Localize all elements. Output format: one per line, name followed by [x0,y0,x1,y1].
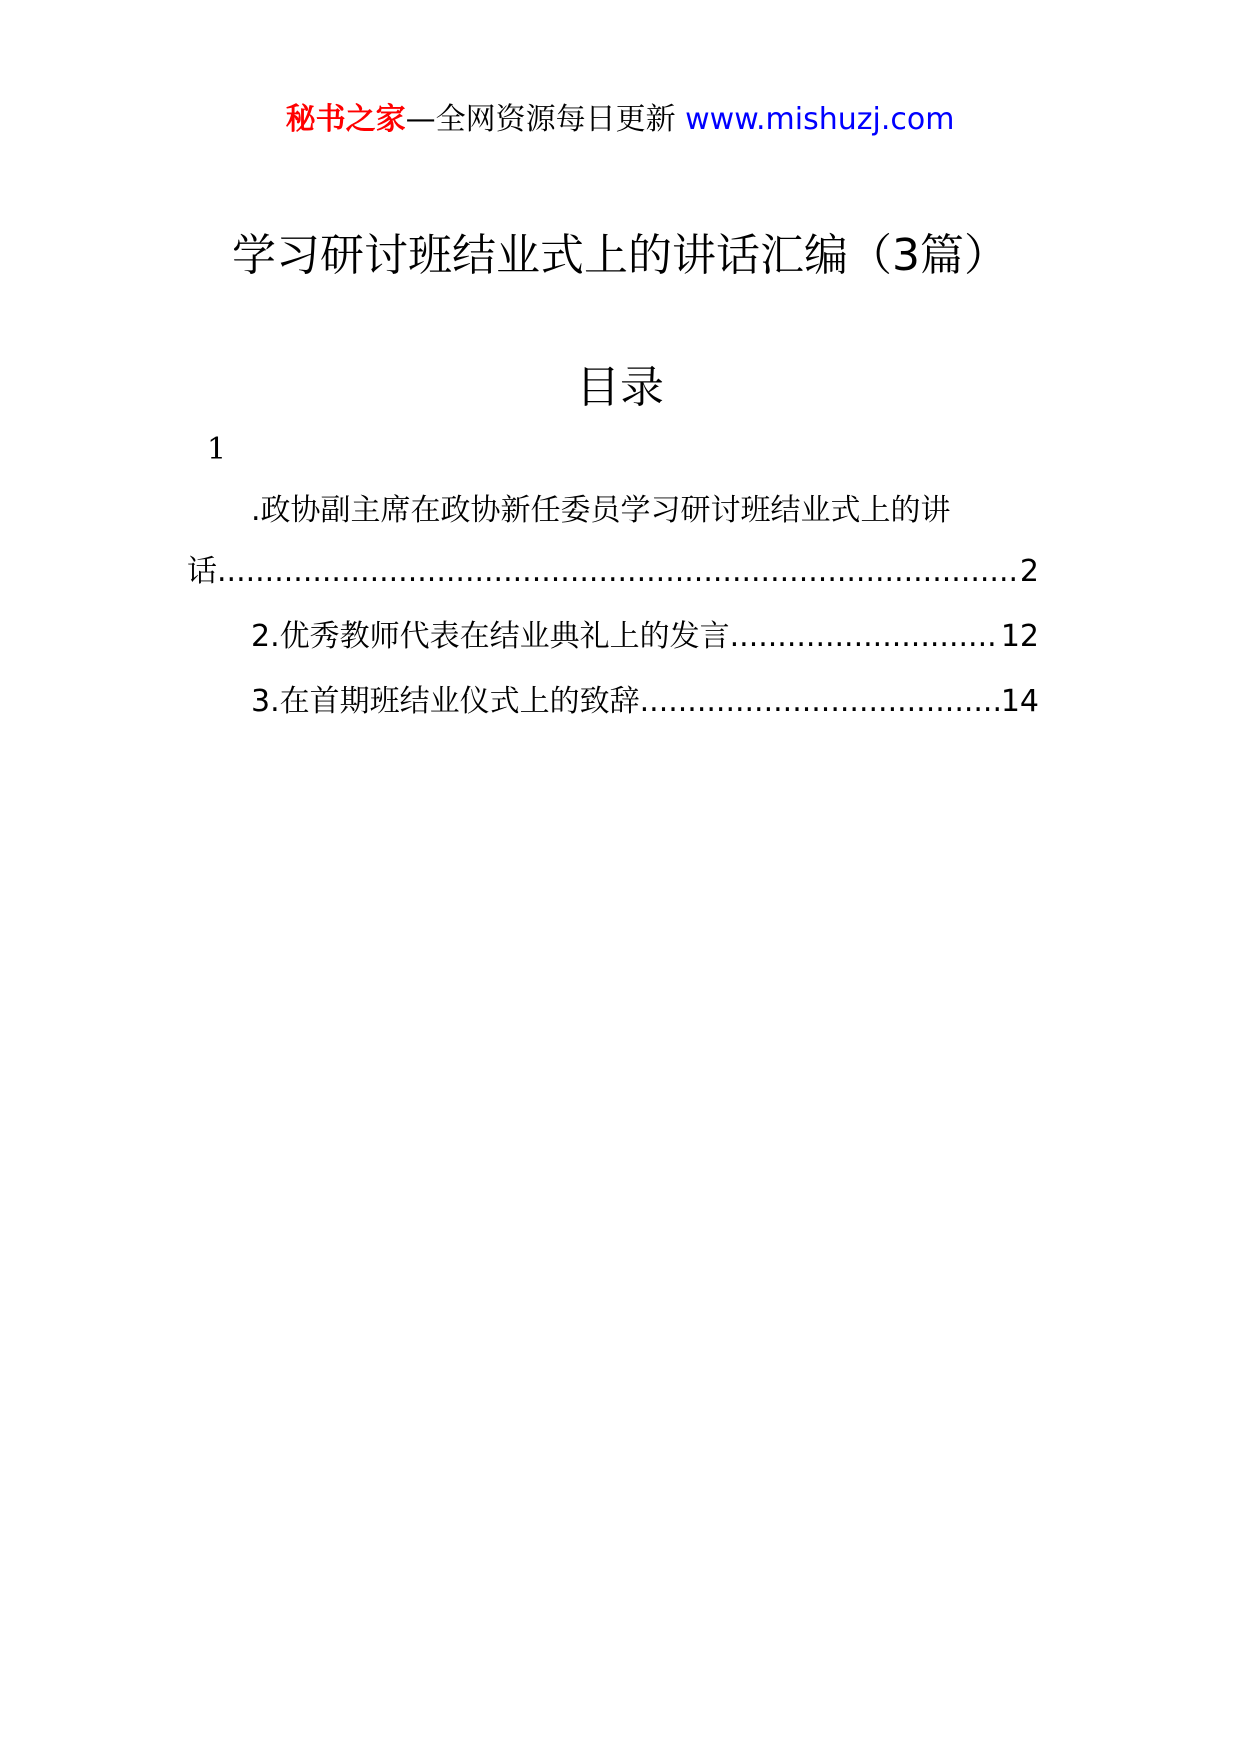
site-header [0,100,1240,140]
toc-heading: 目录 [576,362,664,413]
toc-page-number: 2 [1019,554,1039,589]
toc-page-number: 12 [1000,619,1039,654]
toc-dot-leader [217,552,1018,592]
toc-item-1-line-2[interactable] [187,552,1039,592]
toc-dot-leader [730,617,999,657]
toc-item-3[interactable] [251,682,1039,722]
document-title: 学习研讨班结业式上的讲话汇编（3篇） [232,230,1008,281]
toc-stray-number: 1 [207,432,227,467]
toc-item-label: 3.在首期班结业仪式上的致辞 [251,684,640,719]
site-url-link[interactable]: www.mishuzj.com [685,102,955,137]
brand-name: 秘书之家 [285,102,406,137]
toc-item-2[interactable] [251,617,1039,657]
toc-item-label: 话 [187,554,217,589]
toc-dot-leader [640,682,999,722]
header-slogan: —全网资源每日更新 [405,102,676,137]
toc-item-label: 2.优秀教师代表在结业典礼上的发言 [251,619,730,654]
toc-item-label: .政协副主席在政协新任委员学习研讨班结业式上的讲 [251,493,951,528]
toc-item-1-line-1[interactable] [251,491,1039,531]
toc-page-number: 14 [1000,684,1039,719]
